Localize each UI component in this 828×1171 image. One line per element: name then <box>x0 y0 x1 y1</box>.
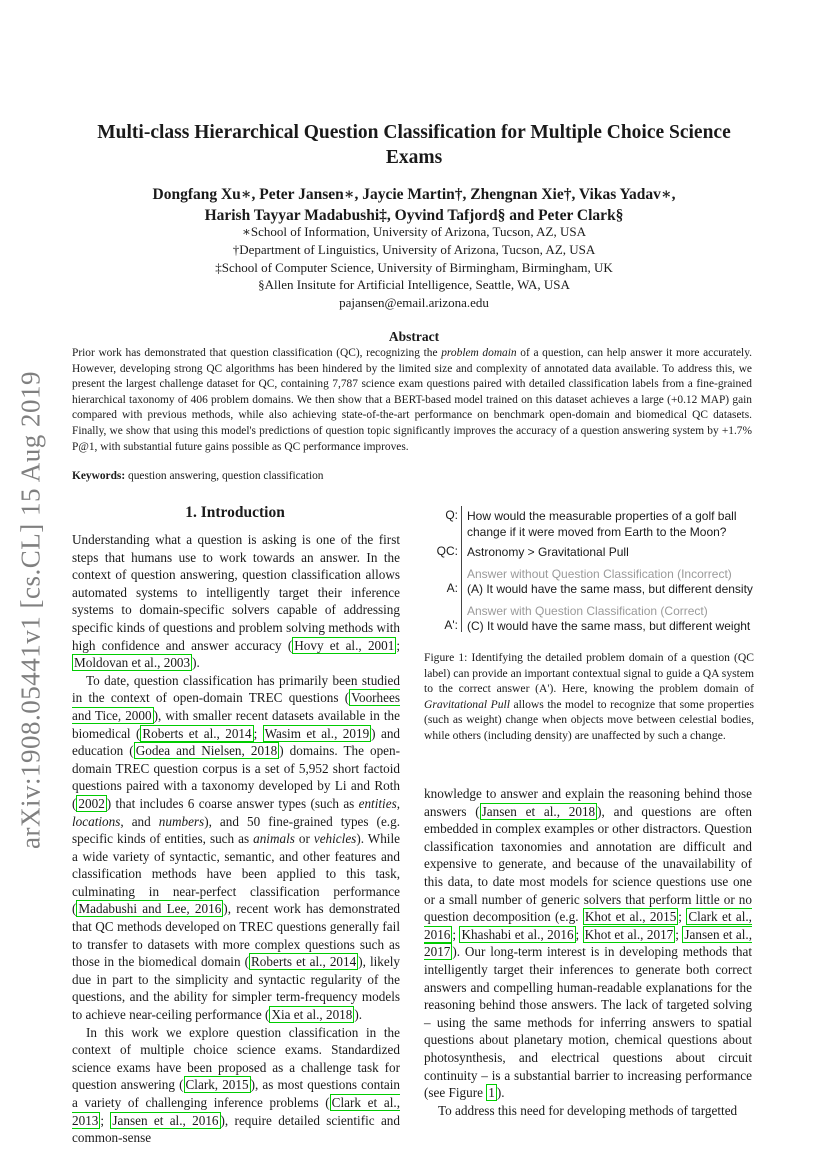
affiliation-1: ∗School of Information, University of Arizona, Tucson, AZ, USA <box>242 224 586 239</box>
figure-1-caption: Figure 1: Identifying the detailed problem domain of a question (QC label) can provide an important contextual signal to guide a QA system to the correct answer (A'). Here, knowing the problem domain of Gravitational Pull allows the model to recognize that some properties (such as weight) change when objects move between celestial bodies, while others (including density) are unaffected by such a change. <box>424 651 755 742</box>
authors-line-1: Dongfang Xu∗, Peter Jansen∗, Jaycie Martin†, Zhengnan Xie†, Vikas Yadav∗, <box>152 186 676 203</box>
intro-paragraph-1: Understanding what a question is asking is one of the first steps that humans use to work towards an answer. In the context of question answering, question classification allows automated systems to intelligently target their inference systems to domain-specific solvers capable of addressing specific kinds of questions and problem solving methods with high confidence and answer accuracy ( Hovy et al., 2001 ; Moldovan et al., 2003 ). <box>72 532 400 671</box>
citation-link[interactable]: Clark et al., 2013 <box>72 1095 400 1128</box>
abstract-text-b: of a question, can help answer it more accurately. However, developing strong QC algorithms has been hindered by the limited size and complexity of annotated data available. To address this, we present the largest challenge dataset for QC, containing 7,787 science exam questions paired with detailed classification labels from a fine-grained hierarchical taxonomy of 406 problem domains. We then show that a BERT-based model trained on this dataset achieves a large (+0.12 MAP) gain compared with previous methods, while also achieving state-of-the-art performance on benchmark open-domain and biomedical QC datasets. Finally, we show that using this model's predictions of question topic significantly improves the accuracy of a question answering system by +1.7% P@1, with substantial future gains possible as QC performance improves. <box>72 347 752 453</box>
qc-label: QC: <box>436 544 458 558</box>
citation-link[interactable]: Xia et al., 2018 <box>271 1007 353 1023</box>
citation-link[interactable]: Khot et al., 2017 <box>584 926 674 942</box>
intro-paragraph-3: In this work we explore question classification in the context of multiple choice science exams. Standardized science exams have been proposed as a challenge task for question answering ( Clark, 2015 ), as most questions contain a variety of challenging inference problems ( Clark et al., 2013 ; Jansen et al., 2016 ), require detailed scientific and common-sense <box>72 1024 400 1146</box>
answer-a-label: A: <box>446 581 458 595</box>
question-text: How would the measurable properties of a golf ball change if it were moved from Earth to the Moon? <box>467 509 737 539</box>
left-column <box>72 531 400 1147</box>
figure-1 <box>424 506 754 636</box>
answer-correct-header: Answer with Question Classification (Correct) <box>467 604 708 618</box>
citation-link[interactable]: Clark, 2015 <box>185 1077 249 1093</box>
citation-link[interactable]: Hovy et al., 2001 <box>294 637 395 653</box>
authors-line-2: Harish Tayyar Madabushi‡, Oyvind Tafjord§ and Peter Clark§ <box>204 207 624 224</box>
intro-paragraph-2: To date, question classification has primarily been studied in the context of open-domain TREC questions ( Voorhees and Tice, 2000 ), with smaller recent datasets available in the biomedical ( Roberts et al., 2014 ; Wasim et al., 2019 ) and education ( Godea and Nielsen, 2018 ) domains. The open-domain TREC question corpus is a set of 5,952 short factoid questions paired with a taxonomy developed by Li and Roth ( 2002 ) that includes 6 coarse answer types (such as entities, locations, and numbers), and 50 fine-grained types (e.g. specific kinds of entities, such as animals or vehicles). While a wide variety of syntactic, semantic, and other features and classification methods have been applied to this task, culminating in near-perfect classification performance ( Madabushi and Lee, 2016 ), recent work has demonstrated that QC methods developed on TREC questions generally fail to transfer to datasets with more complex questions such as those in the biomedical domain ( Roberts et al., 2014 ), likely due in part to the simplicity and syntactic regularity of the questions, and the ability for simpler term-frequency models to achieve near-ceiling performance ( Xia et al., 2018 ). <box>72 672 401 1023</box>
contact-email[interactable]: pajansen@email.arizona.edu <box>339 295 489 311</box>
abstract-heading: Abstract <box>388 329 440 344</box>
section-heading-introduction: 1. Introduction <box>185 504 285 521</box>
answer-incorrect-header: Answer without Question Classification (Incorrect) <box>467 567 732 581</box>
affiliation-2: †Department of Linguistics, University of Arizona, Tucson, AZ, USA <box>232 241 596 257</box>
citation-link[interactable]: Roberts et al., 2014 <box>251 954 357 970</box>
citation-link[interactable]: Jansen et al., 2017 <box>424 926 752 960</box>
intro-paragraph-5: To address this need for developing methods of targetted <box>438 1102 738 1118</box>
arxiv-stamp <box>10 360 52 860</box>
citation-link[interactable]: Voorhees and Tice, 2000 <box>72 690 400 723</box>
paper-title: Multi-class Hierarchical Question Classification for Multiple Choice Science Exams <box>97 122 731 168</box>
figure-divider-line <box>461 506 462 632</box>
keywords <box>72 470 752 482</box>
abstract-body <box>72 346 752 455</box>
author-list <box>70 184 758 226</box>
citation-link[interactable]: Khashabi et al., 2016 <box>461 926 574 942</box>
citation-link[interactable]: Moldovan et al., 2003 <box>74 655 191 671</box>
citation-link[interactable]: Roberts et al., 2014 <box>142 725 252 741</box>
answer-a-text: (A) It would have the same mass, but different density <box>467 582 753 596</box>
citation-link[interactable]: Jansen et al., 2016 <box>112 1112 219 1128</box>
affiliation-4: §Allen Insitute for Artificial Intelligence, Seattle, WA, USA <box>258 277 570 293</box>
abstract-emphasis: problem domain <box>441 347 517 359</box>
citation-link[interactable]: Godea and Nielsen, 2018 <box>135 743 278 759</box>
figure-ref-link[interactable]: 1 <box>488 1085 495 1101</box>
arxiv-identifier: arXiv:1908.05441v1 [cs.CL] 15 Aug 2019 <box>15 371 46 849</box>
affiliation-3: ‡School of Computer Science, University of Birmingham, Birmingham, UK <box>215 259 613 275</box>
right-column <box>424 785 752 1119</box>
answer-a2-label: A': <box>444 618 458 632</box>
keywords-label: Keywords: <box>72 470 126 482</box>
citation-link[interactable]: Jansen et al., 2018 <box>481 803 596 819</box>
qc-text: Astronomy > Gravitational Pull <box>467 545 629 559</box>
keywords-text: question answering, question classification <box>125 470 324 482</box>
question-label: Q: <box>445 508 458 522</box>
citation-link[interactable]: Khot et al., 2015 <box>584 909 677 925</box>
abstract-text-a: Prior work has demonstrated that question classification (QC), recognizing the <box>72 347 442 359</box>
affiliations <box>70 223 758 312</box>
citation-link[interactable]: Wasim et al., 2019 <box>264 725 370 741</box>
citation-link[interactable]: Clark et al., 2016 <box>424 909 752 942</box>
intro-paragraph-4: knowledge to answer and explain the reasoning behind those answers ( Jansen et al., 2018 ), and questions are often embedded in complex examples or other distractors. Question classification taxonomies and annotation are difficult and expensive to generate, and because of the unavailability of this data, to date most models for science questions use one or a small number of generic solvers that perform little or no question decomposition (e.g. Khot et al., 2015 ; Clark et al., 2016 ; Khashabi et al., 2016 ; Khot et al., 2017 ; Jansen et al., 2017 ). Our long-term interest is in developing methods that intelligently target their inferences to generate both correct answers and compelling human-readable explanations for the reasoning behind those answers. The lack of targeted solving – using the same methods for inferring answers to spatial questions about planetary motion, chemical questions about photosynthesis, and electrical questions about circuit continuity – is a substantial barrier to increasing performance (see Figure 1 ). <box>424 786 753 1101</box>
citation-link[interactable]: 2002 <box>78 795 105 811</box>
answer-a2-text: (C) It would have the same mass, but different weight <box>467 619 751 633</box>
citation-link[interactable]: Madabushi and Lee, 2016 <box>78 901 222 917</box>
